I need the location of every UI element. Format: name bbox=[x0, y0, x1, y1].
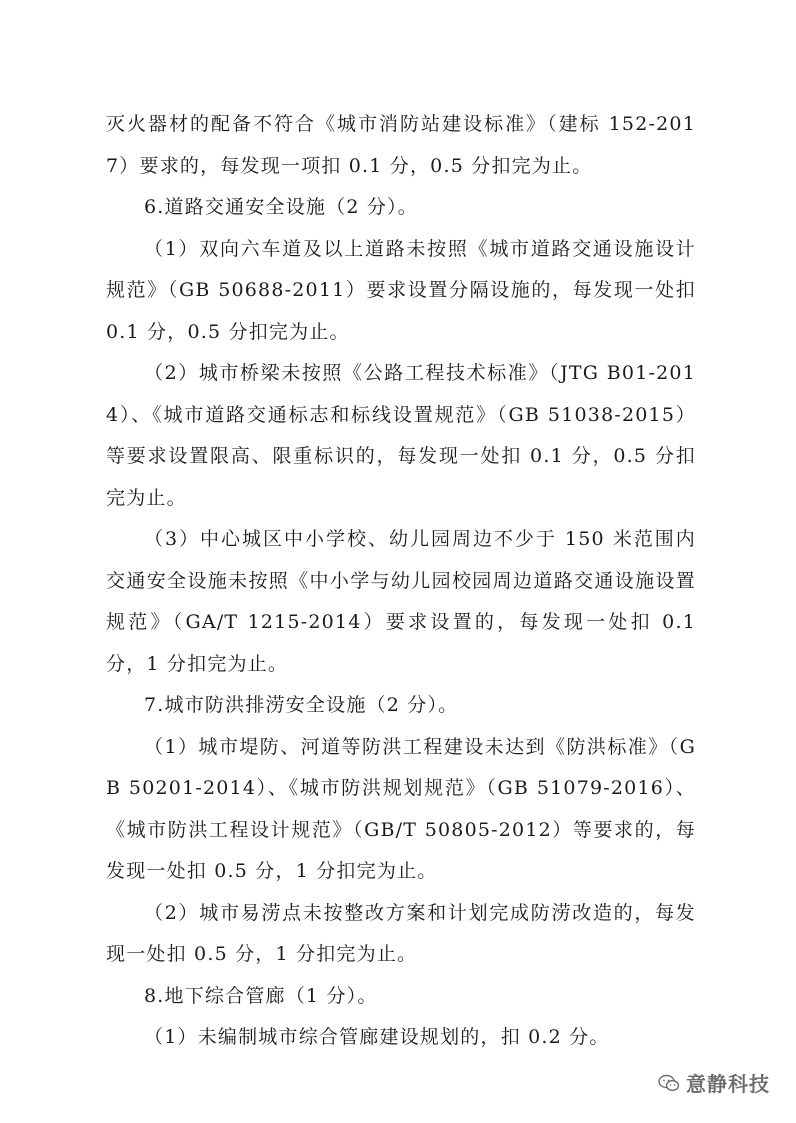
heading-flood-control: 7.城市防洪排涝安全设施（2 分）。 bbox=[144, 694, 459, 716]
paragraph-bridge-limits: （2）城市桥梁未按照《公路工程技术标准》（JTG B01-2014）、《城市道路交通标志和标线设置规范》（GB 51038-2015）等要求设置限高、限重标识的，每发现一处扣 0.1 分，0.5 分扣完为止。 bbox=[106, 362, 696, 509]
paragraph-tunnel-plan: （1）未编制城市综合管廊建设规划的，扣 0.2 分。 bbox=[144, 1026, 610, 1048]
heading-road-traffic-safety: 6.道路交通安全设施（2 分）。 bbox=[144, 196, 418, 218]
paragraph-waterlogging: （2）城市易涝点未按整改方案和计划完成防涝改造的，每发现一处扣 0.5 分，1 分扣完为止。 bbox=[106, 901, 696, 965]
wechat-icon bbox=[658, 1074, 680, 1092]
paragraph-road-separation: （1）双向六车道及以上道路未按照《城市道路交通设施设计规范》（GB 50688-2011）要求设置分隔设施的，每发现一处扣 0.1 分，0.5 分扣完为止。 bbox=[106, 237, 696, 343]
paragraph-fire-equipment: 灭火器材的配备不符合《城市消防站建设标准》（建标 152-2017）要求的，每发现一项扣 0.1 分，0.5 分扣完为止。 bbox=[106, 113, 696, 177]
paragraph-flood-standards: （1）城市堤防、河道等防洪工程建设未达到《防洪标准》（GB 50201-2014）、《城市防洪规划规范》（GB 51079-2016）、《城市防洪工程设计规范》（GB/T 50805-2012）等要求的，每发现一处扣 0.5 分，1 分扣完为止。 bbox=[106, 735, 696, 882]
document-body bbox=[106, 104, 696, 1059]
watermark-text: 意静科技 bbox=[686, 1072, 770, 1096]
paragraph-school-zone: （3）中心城区中小学校、幼儿园周边不少于 150 米范围内交通安全设施未按照《中小学与幼儿园校园周边道路交通设施设置规范》（GA/T 1215-2014）要求设置的，每发现一处扣 0.1 分，1 分扣完为止。 bbox=[106, 528, 696, 675]
watermark bbox=[658, 1068, 770, 1097]
heading-utility-tunnel: 8.地下综合管廊（1 分）。 bbox=[144, 984, 378, 1007]
